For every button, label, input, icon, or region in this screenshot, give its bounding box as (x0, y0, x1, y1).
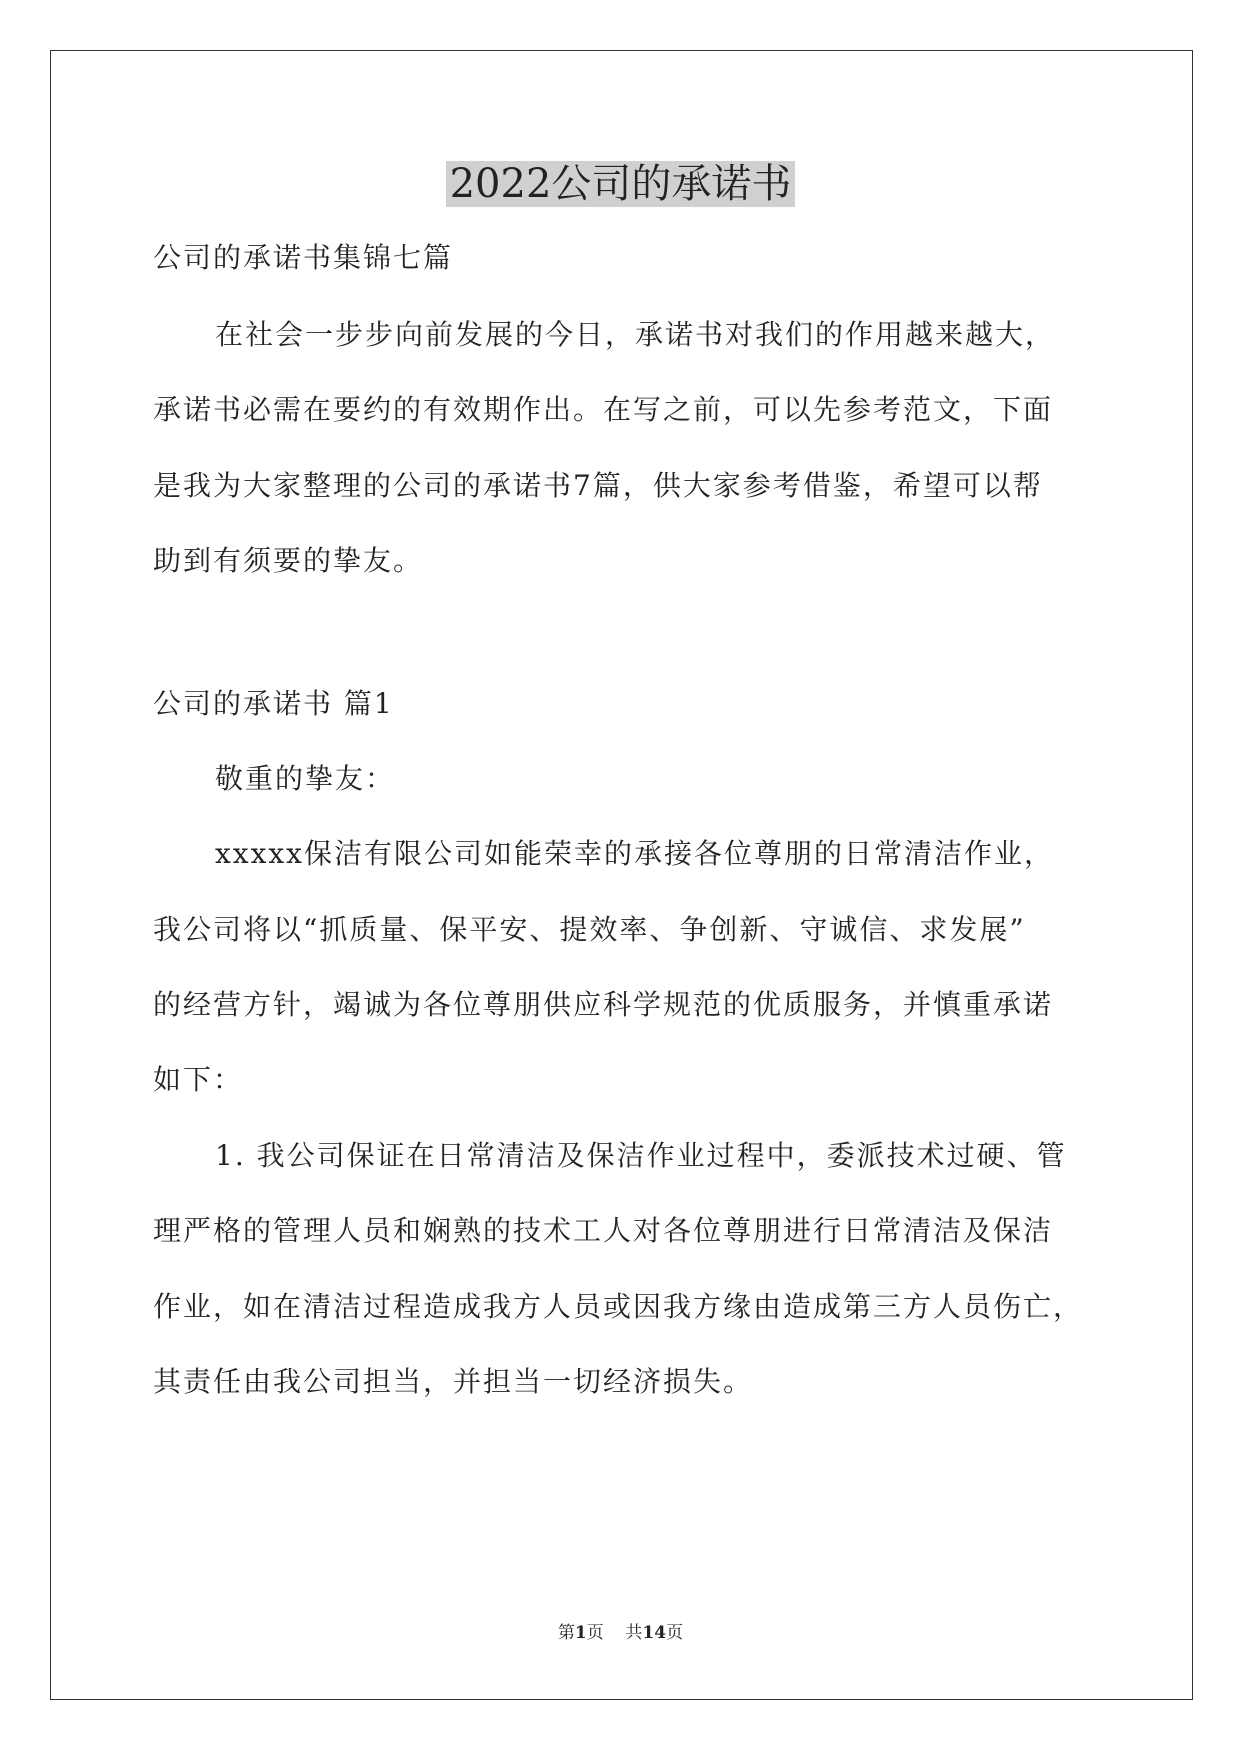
paragraph-line: 如下： (153, 1063, 244, 1096)
intro-line: 承诺书必需在要约的有效期作出。在写之前，可以先参考范文，下面 (153, 393, 1054, 426)
paragraph-line: 我公司将以“抓质量、保平安、提效率、争创新、守诚信、求发展” (153, 913, 1026, 946)
document-title-text: 2022公司的承诺书 (446, 161, 796, 207)
page-border (50, 50, 1193, 1700)
document-subtitle: 公司的承诺书集锦七篇 (153, 241, 454, 274)
page-prefix: 第 (557, 1623, 575, 1643)
page-footer (0, 1621, 1241, 1645)
paragraph-line: 理严格的管理人员和娴熟的技术工人对各位尊朋进行日常清洁及保洁 (153, 1214, 1054, 1247)
paragraph-line: 其责任由我公司担当，并担当一切经济损失。 (153, 1365, 754, 1398)
page-suffix: 页 (586, 1623, 604, 1643)
total-suffix: 页 (666, 1623, 684, 1643)
paragraph-line: 作业，如在清洁过程造成我方人员或因我方缘由造成第三方人员伤亡， (153, 1290, 1084, 1323)
paragraph-line: xxxxx保洁有限公司如能荣幸的承接各位尊朋的日常清洁作业， (215, 837, 1054, 870)
paragraph-line: 的经营方针，竭诚为各位尊朋供应科学规范的优质服务，并慎重承诺 (153, 988, 1054, 1021)
paragraph-line: 1. 我公司保证在日常清洁及保洁作业过程中，委派技术过硬、管 (215, 1139, 1067, 1172)
total-prefix: 共 (625, 1623, 643, 1643)
section-heading: 公司的承诺书 篇1 (153, 687, 394, 720)
intro-line: 助到有须要的挚友。 (153, 544, 424, 577)
document-title (0, 157, 1241, 211)
intro-line: 是我为大家整理的公司的承诺书7篇，供大家参考借鉴，希望可以帮 (153, 469, 1043, 502)
salutation: 敬重的挚友： (215, 762, 396, 795)
page-number: 1 (574, 1623, 587, 1643)
total-pages: 14 (642, 1623, 667, 1643)
intro-line: 在社会一步步向前发展的今日，承诺书对我们的作用越来越大， (215, 318, 1056, 351)
